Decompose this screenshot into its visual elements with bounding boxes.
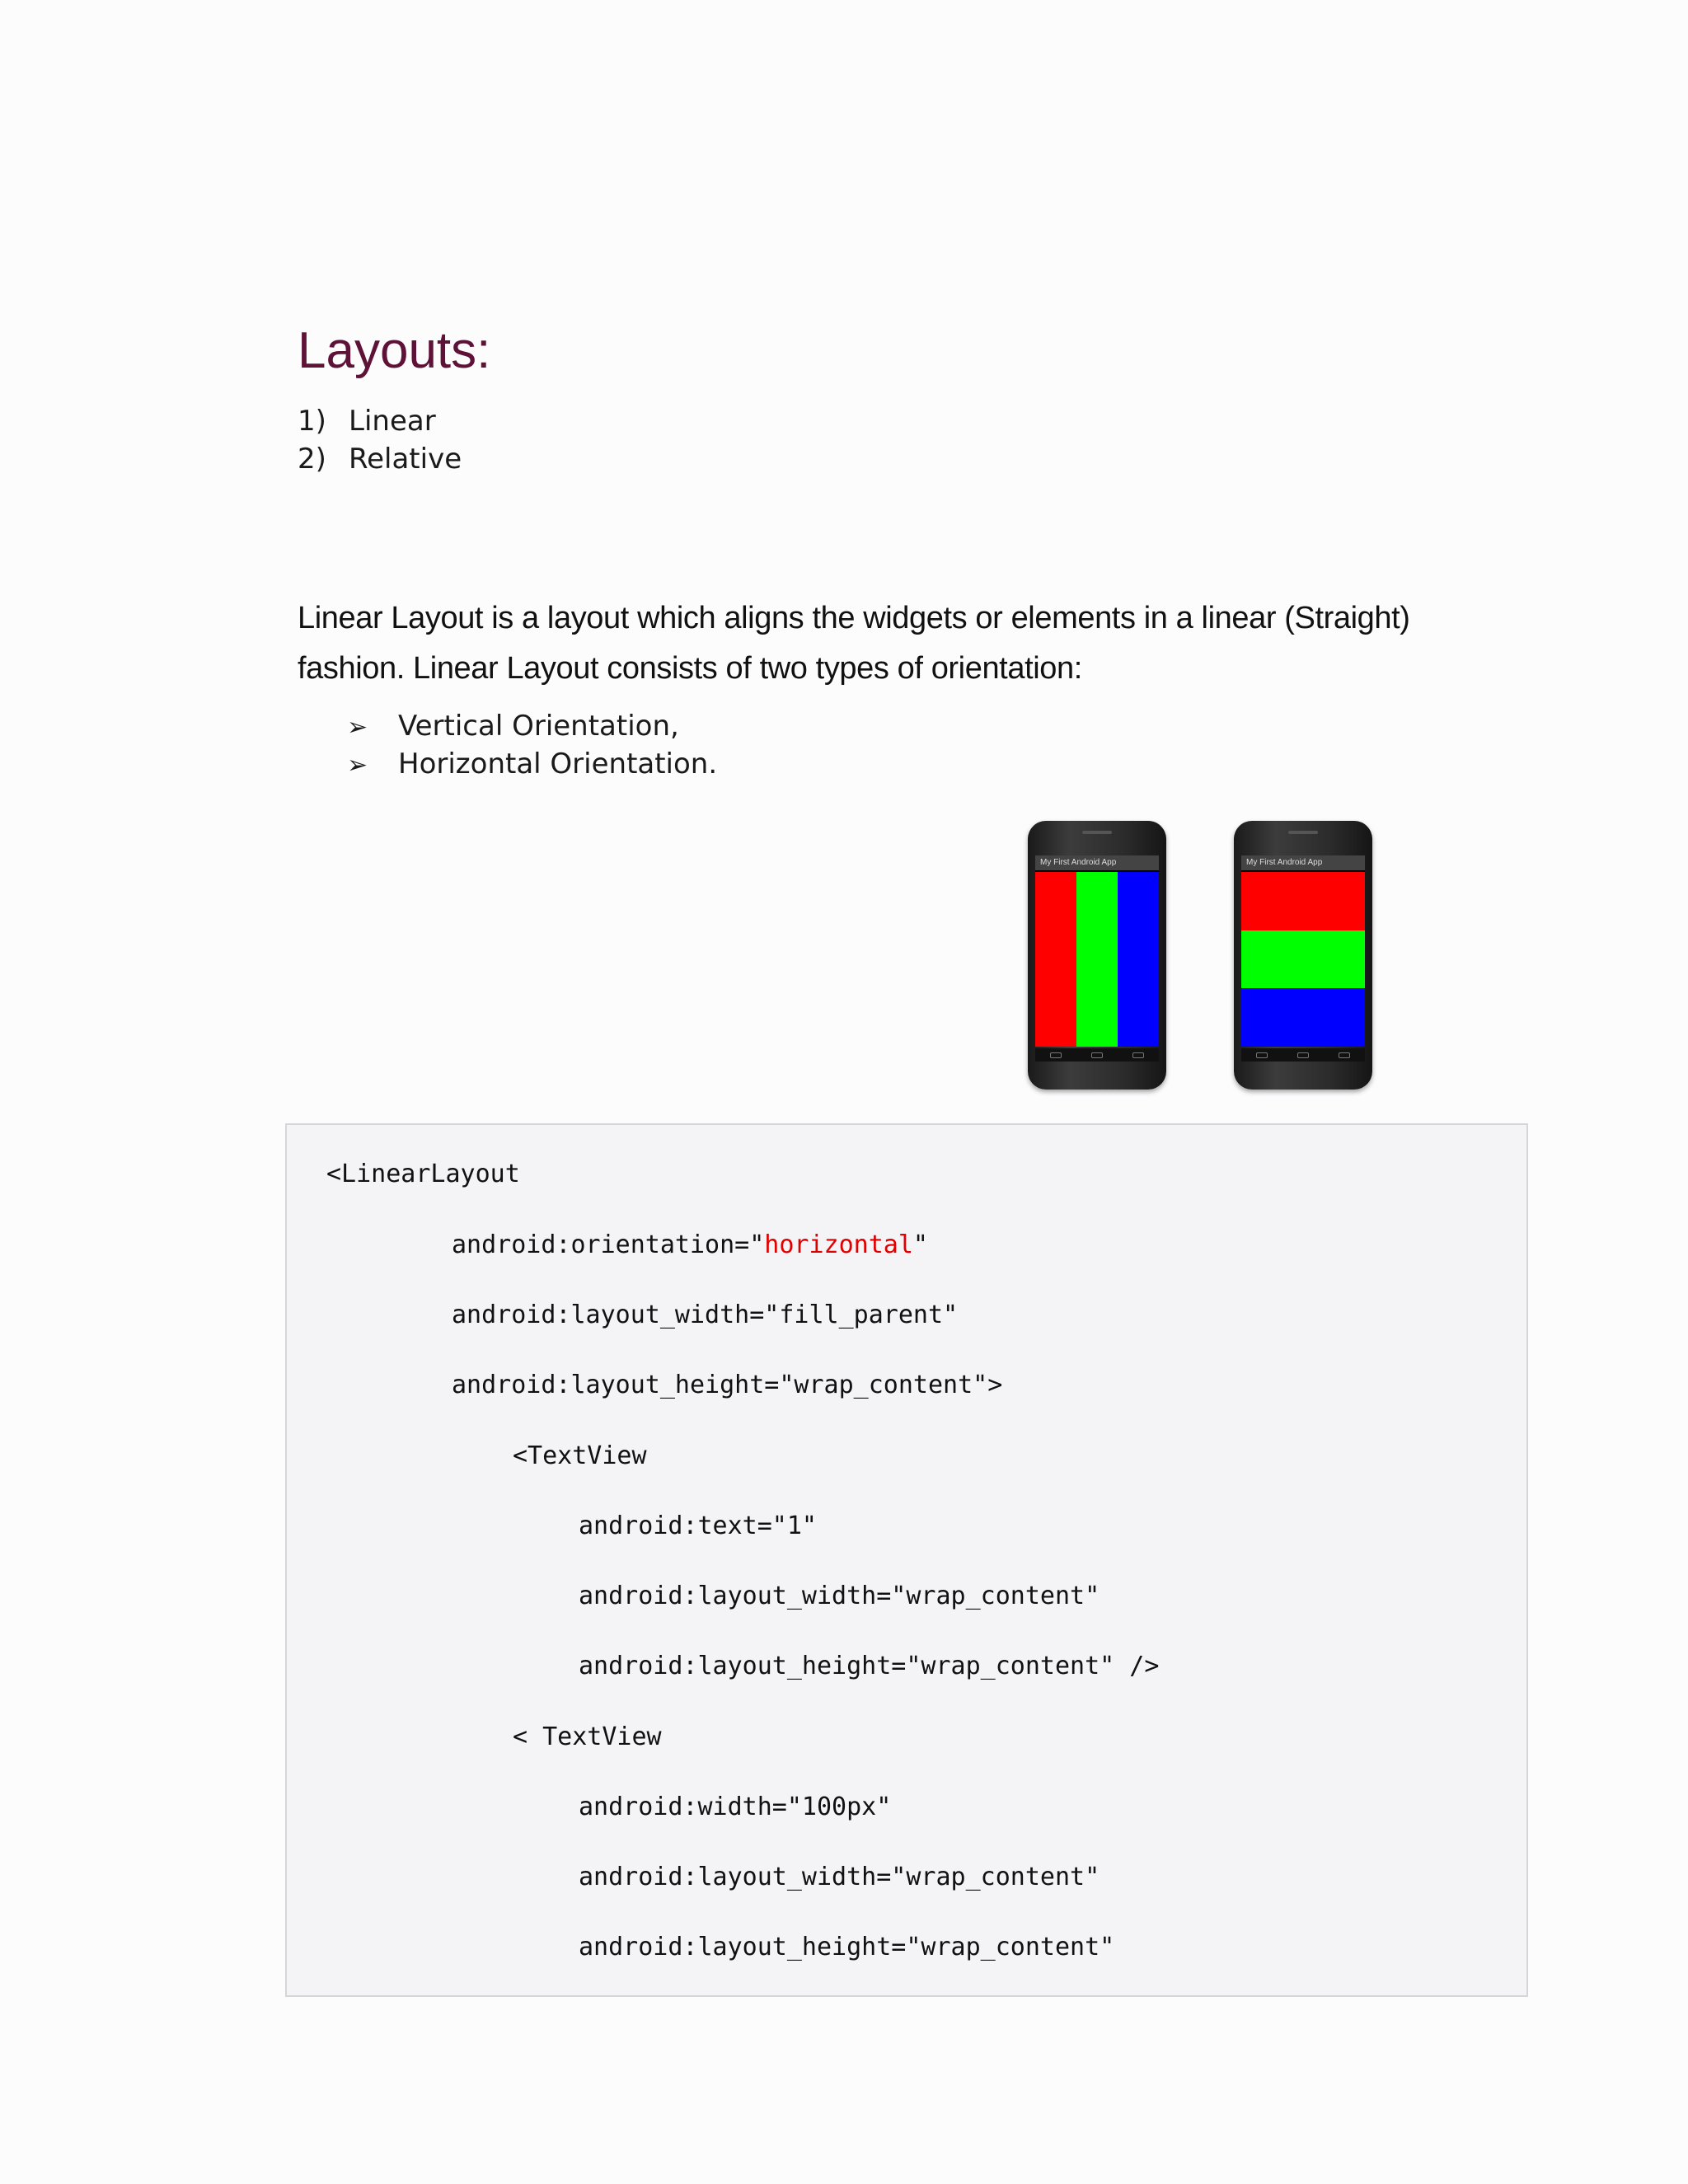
code-attribute: android:orientation=" — [452, 1230, 765, 1259]
back-icon — [1050, 1052, 1062, 1058]
code-line: android:text="1" — [579, 1511, 817, 1540]
list-label: Relative — [349, 443, 462, 476]
code-line — [452, 1229, 928, 1262]
app-title-bar: My First Android App — [1241, 855, 1365, 870]
code-line: android:layout_width="wrap_content" — [579, 1863, 1100, 1891]
nav-bar — [1241, 1048, 1365, 1062]
code-line: android:layout_height="wrap_content"> — [452, 1371, 1003, 1399]
orientation-figure — [993, 821, 1389, 1098]
speaker-icon — [1288, 831, 1318, 834]
nav-bar — [1035, 1048, 1159, 1062]
red-block — [1035, 872, 1076, 1047]
blue-block — [1241, 988, 1365, 1047]
list-label: Horizontal Orientation. — [398, 748, 718, 780]
phone-screen — [1241, 855, 1365, 1047]
layout-content — [1035, 872, 1159, 1047]
code-line: <LinearLayout — [326, 1160, 520, 1188]
list-item — [347, 745, 717, 783]
highlighted-value: horizontal — [764, 1230, 913, 1259]
list-item — [298, 440, 462, 478]
description-line: Linear Layout is a layout which aligns the widgets or elements in a linear (Straight) — [298, 601, 1410, 635]
green-block — [1076, 872, 1118, 1047]
code-line: android:layout_height="wrap_content" /> — [579, 1652, 1160, 1680]
description-line: fashion. Linear Layout consists of two types of orientation: — [298, 651, 1082, 686]
phone-horizontal-image — [1028, 821, 1166, 1090]
home-icon — [1091, 1052, 1103, 1058]
list-number: 2) — [298, 443, 326, 476]
orientation-list — [347, 707, 717, 783]
code-line: android:width="100px" — [579, 1793, 892, 1821]
arrow-bullet-icon: ➢ — [347, 713, 368, 742]
code-line: <TextView — [513, 1441, 647, 1470]
app-title-bar: My First Android App — [1035, 855, 1159, 870]
green-block — [1241, 930, 1365, 989]
list-item — [298, 402, 462, 440]
speaker-icon — [1082, 831, 1112, 834]
recent-apps-icon — [1339, 1052, 1350, 1058]
recent-apps-icon — [1132, 1052, 1144, 1058]
home-icon — [1297, 1052, 1309, 1058]
layout-types-list — [298, 402, 462, 478]
page-heading: Layouts: — [298, 322, 491, 379]
back-icon — [1256, 1052, 1268, 1058]
list-label: Vertical Orientation, — [398, 710, 679, 743]
phone-screen — [1035, 855, 1159, 1047]
code-line: < TextView — [513, 1722, 662, 1751]
code-block — [285, 1123, 1528, 1997]
list-number: 1) — [298, 405, 326, 438]
list-item — [347, 707, 717, 745]
blue-block — [1118, 872, 1159, 1047]
arrow-bullet-icon: ➢ — [347, 751, 368, 780]
list-label: Linear — [349, 405, 436, 438]
code-quote: " — [912, 1230, 928, 1259]
layout-content — [1241, 872, 1365, 1047]
code-line: android:layout_height="wrap_content" — [579, 1933, 1115, 1961]
code-line: android:layout_width="wrap_content" — [579, 1582, 1100, 1610]
phone-vertical-image — [1234, 821, 1372, 1090]
red-block — [1241, 872, 1365, 930]
code-line: android:layout_width="fill_parent" — [452, 1301, 959, 1329]
description-paragraph — [298, 593, 1418, 694]
